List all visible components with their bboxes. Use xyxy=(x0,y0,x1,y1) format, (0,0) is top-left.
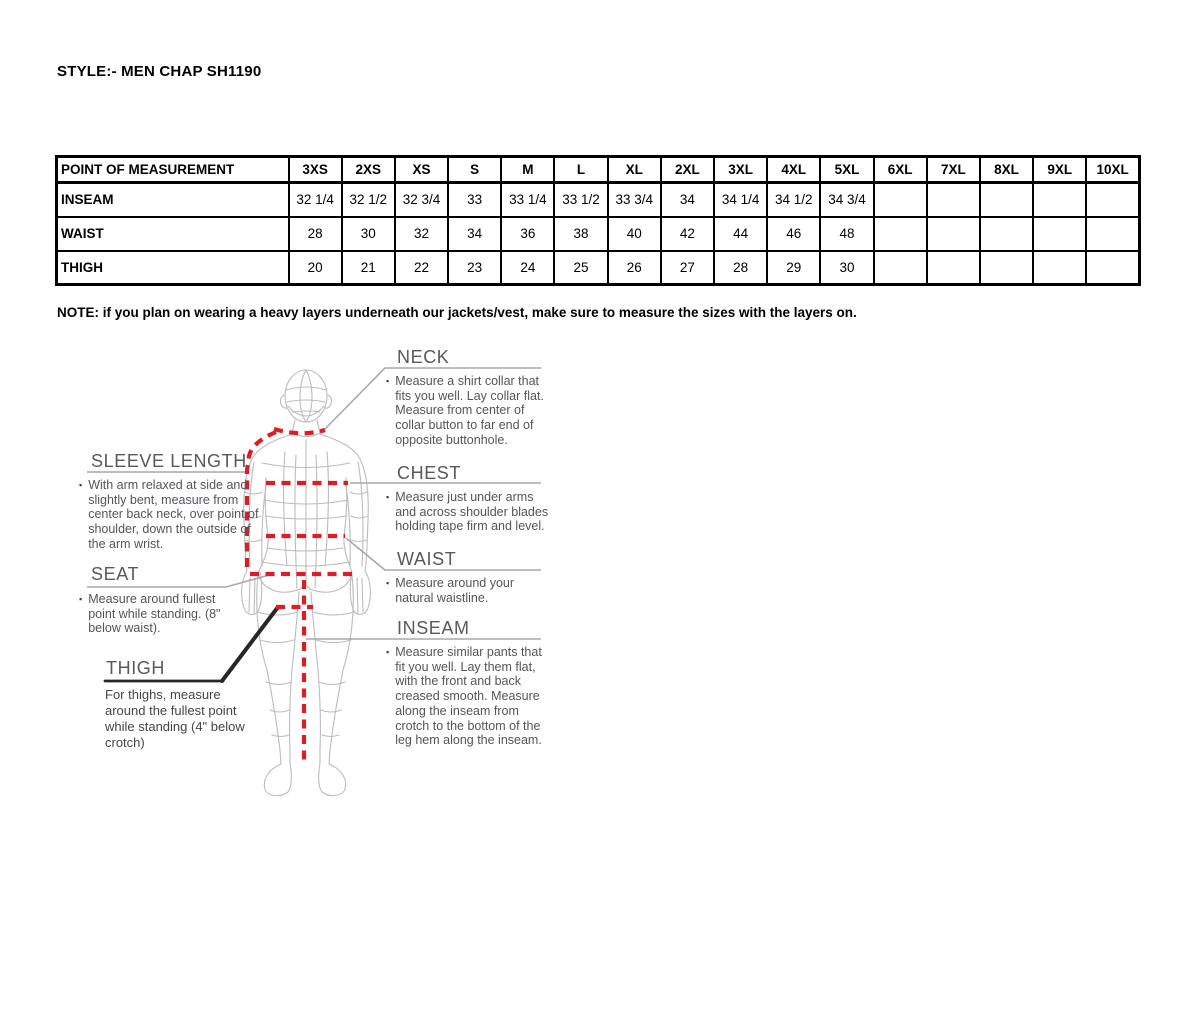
size-value-cell: 38 xyxy=(554,217,607,251)
size-column-header: 9XL xyxy=(1033,157,1086,183)
size-value-cell: 33 xyxy=(448,183,501,217)
inseam-instructions: ▪ Measure similar pants that fit you well. Lay them flat, with the front and back creased smooth. Measure along the inseam from crotch to the bottom of the leg hem along the inseam. xyxy=(386,645,542,748)
thigh-instructions: For thighs, measure around the fullest point while standing (4" below crotch) xyxy=(105,687,245,750)
size-chart-body xyxy=(57,183,1140,285)
waist-heading: WAIST xyxy=(397,549,457,569)
size-value-cell: 32 1/4 xyxy=(289,183,342,217)
size-value-cell: 34 xyxy=(661,183,714,217)
size-value-cell: 34 1/4 xyxy=(714,183,767,217)
size-column-header: 2XL xyxy=(661,157,714,183)
table-row xyxy=(57,217,1140,251)
size-value-cell: 32 1/2 xyxy=(342,183,395,217)
size-value-cell xyxy=(874,251,927,285)
size-column-header: 8XL xyxy=(980,157,1033,183)
size-value-cell: 46 xyxy=(767,217,820,251)
size-column-header: 3XL xyxy=(714,157,767,183)
measurement-row-label: THIGH xyxy=(57,251,289,285)
size-column-header: 10XL xyxy=(1086,157,1139,183)
size-value-cell: 34 xyxy=(448,217,501,251)
size-chart-table xyxy=(55,155,1141,286)
size-value-cell: 24 xyxy=(501,251,554,285)
measurement-row-label: WAIST xyxy=(57,217,289,251)
size-value-cell xyxy=(1086,251,1139,285)
size-value-cell xyxy=(874,217,927,251)
chest-instructions: ▪ Measure just under arms and across shoulder blades holding tape firm and level. xyxy=(386,490,549,534)
size-value-cell: 34 3/4 xyxy=(820,183,873,217)
size-value-cell: 23 xyxy=(448,251,501,285)
bullet-icon: ▪ xyxy=(79,594,83,604)
size-value-cell: 29 xyxy=(767,251,820,285)
size-value-cell xyxy=(1033,217,1086,251)
size-column-header: 4XL xyxy=(767,157,820,183)
size-value-cell xyxy=(1086,217,1139,251)
thigh-heading: THIGH xyxy=(106,658,165,678)
waist-instructions: ▪ Measure around your natural waistline. xyxy=(386,576,515,605)
bullet-icon: ▪ xyxy=(386,376,390,386)
inseam-heading: INSEAM xyxy=(397,618,470,638)
bullet-icon: ▪ xyxy=(79,480,83,490)
size-value-cell xyxy=(1033,183,1086,217)
bullet-icon: ▪ xyxy=(386,492,390,502)
size-value-cell: 21 xyxy=(342,251,395,285)
table-row xyxy=(57,183,1140,217)
seat-heading: SEAT xyxy=(91,564,140,584)
seat-instructions: ▪ Measure around fullest point while standing. (8" below waist). xyxy=(79,592,221,636)
size-value-cell: 33 1/4 xyxy=(501,183,554,217)
size-column-header: M xyxy=(501,157,554,183)
neck-instructions: ▪ Measure a shirt collar that fits you well. Lay collar flat. Measure from center of collar button to far end of opposite buttonhole. xyxy=(386,374,544,447)
size-value-cell: 30 xyxy=(820,251,873,285)
size-value-cell xyxy=(927,251,980,285)
neck-heading: NECK xyxy=(397,347,450,367)
bullet-icon: ▪ xyxy=(386,647,390,657)
sleeve-length-heading: SLEEVE LENGTH xyxy=(91,451,247,471)
neck-measure-line xyxy=(274,429,325,433)
size-value-cell xyxy=(1086,183,1139,217)
size-value-cell xyxy=(980,251,1033,285)
size-value-cell xyxy=(874,183,927,217)
size-value-cell: 36 xyxy=(501,217,554,251)
size-value-cell: 20 xyxy=(289,251,342,285)
size-value-cell: 48 xyxy=(820,217,873,251)
size-column-header: 6XL xyxy=(874,157,927,183)
size-value-cell: 32 xyxy=(395,217,448,251)
size-chart-header-row xyxy=(57,157,1140,183)
size-column-header: 5XL xyxy=(820,157,873,183)
size-column-header: XS xyxy=(395,157,448,183)
size-value-cell xyxy=(980,217,1033,251)
measurement-row-label: INSEAM xyxy=(57,183,289,217)
size-value-cell: 33 1/2 xyxy=(554,183,607,217)
size-value-cell xyxy=(1033,251,1086,285)
size-value-cell: 34 1/2 xyxy=(767,183,820,217)
measurement-lines xyxy=(247,429,352,763)
size-column-header: S xyxy=(448,157,501,183)
size-value-cell: 30 xyxy=(342,217,395,251)
measurement-column-header: POINT OF MEASUREMENT xyxy=(57,157,289,183)
size-value-cell: 33 3/4 xyxy=(608,183,661,217)
size-value-cell: 25 xyxy=(554,251,607,285)
note-text: NOTE: if you plan on wearing a heavy layers underneath our jackets/vest, make sure to measure the sizes with the layers on. xyxy=(57,305,857,320)
size-value-cell: 26 xyxy=(608,251,661,285)
size-column-header: 2XS xyxy=(342,157,395,183)
size-value-cell xyxy=(980,183,1033,217)
size-value-cell: 42 xyxy=(661,217,714,251)
size-value-cell xyxy=(927,183,980,217)
size-column-header: 3XS xyxy=(289,157,342,183)
size-column-header: L xyxy=(554,157,607,183)
sleeve-length-instructions: ▪ With arm relaxed at side and slightly bent, measure from center back neck, over point of shoulder, down the outside of the arm wrist. xyxy=(79,478,259,551)
size-value-cell: 27 xyxy=(661,251,714,285)
size-value-cell xyxy=(927,217,980,251)
size-column-header: 7XL xyxy=(927,157,980,183)
size-value-cell: 32 3/4 xyxy=(395,183,448,217)
size-value-cell: 28 xyxy=(289,217,342,251)
page-title: STYLE:- MEN CHAP SH1190 xyxy=(57,63,262,80)
table-row xyxy=(57,251,1140,285)
size-value-cell: 22 xyxy=(395,251,448,285)
size-column-header: XL xyxy=(608,157,661,183)
chest-heading: CHEST xyxy=(397,463,462,483)
size-value-cell: 40 xyxy=(608,217,661,251)
size-value-cell: 44 xyxy=(714,217,767,251)
size-value-cell: 28 xyxy=(714,251,767,285)
bullet-icon: ▪ xyxy=(386,578,390,588)
mannequin-wireframe xyxy=(242,370,371,796)
